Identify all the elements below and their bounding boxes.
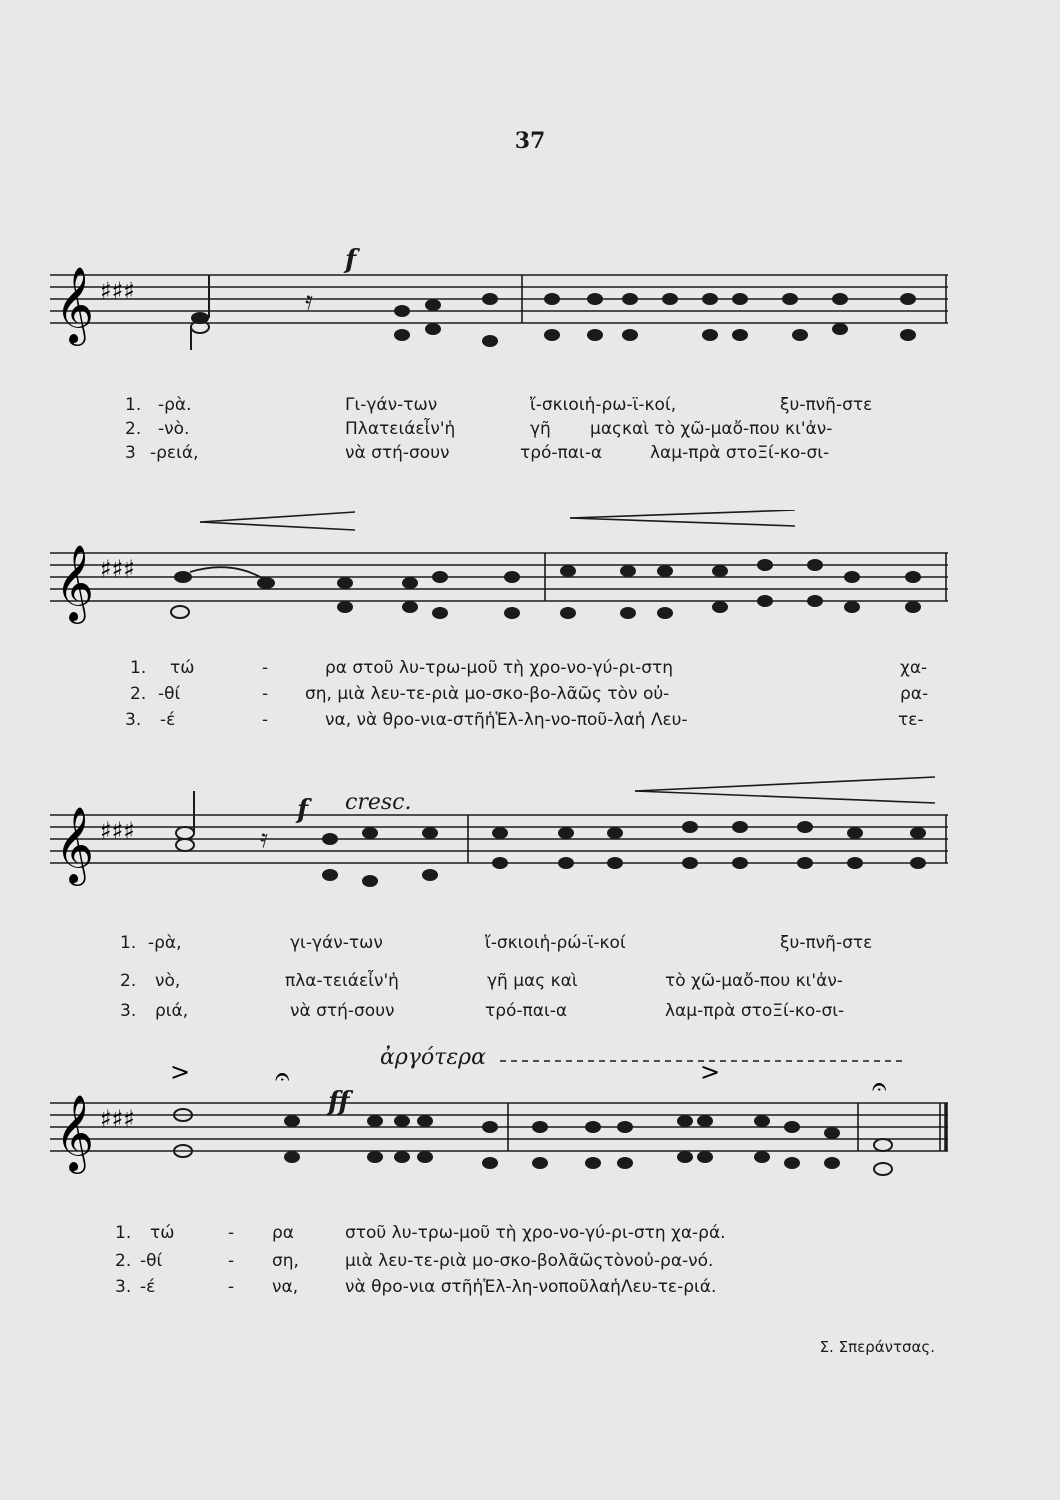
- lyric-syllable: τώ: [150, 1223, 175, 1243]
- music-system-2: [0, 510, 1060, 750]
- lyric-verse-2: [0, 1251, 1060, 1275]
- lyric-verse-3: [0, 710, 1060, 734]
- verse-number: 1.: [115, 1223, 132, 1243]
- composer-credit: Σ. Σπεράντσας.: [819, 1338, 935, 1356]
- lyric-syllable: Πλατειάεἶν'ἡ: [345, 419, 456, 439]
- lyric-syllable: ἴ-σκιοιἡ-ρώ-ϊ-κοί: [485, 933, 626, 953]
- music-system-3: [0, 775, 1060, 1035]
- dynamic-marking: f: [345, 245, 357, 275]
- lyric-syllable: -θί: [140, 1251, 163, 1271]
- verse-number: 2.: [115, 1251, 132, 1271]
- lyric-syllable: στοῦ λυ-τρω-μοῦ τὴ χρο-νο-γύ-ρι-στη χα-ρά.: [345, 1223, 726, 1243]
- treble-clef-icon: 𝄞: [55, 1094, 95, 1171]
- lyric-verse-3: [0, 1277, 1060, 1301]
- key-signature-icon: ♯♯♯: [100, 277, 135, 305]
- lyric-syllable: ἴ-σκιοιἡ-ρω-ϊ-κοί,: [530, 395, 677, 415]
- lyric-verse-2: [0, 971, 1060, 995]
- svg-text:𝄿: 𝄿: [260, 824, 268, 854]
- lyric-syllable: -: [262, 710, 269, 730]
- verse-number: 3.: [120, 1001, 137, 1021]
- key-signature-icon: ♯♯♯: [100, 1105, 135, 1133]
- lyric-syllable: τώ: [170, 658, 195, 678]
- lyric-verse-1: [0, 395, 1060, 419]
- lyric-syllable: ση, μιὰ λευ-τε-ριὰ μο-σκο-βο-λᾶῶς τὸν οὐ-: [305, 684, 670, 704]
- lyric-syllable: -έ: [160, 710, 176, 730]
- lyric-syllable: -: [228, 1251, 235, 1271]
- lyric-syllable: μιὰ λευ-τε-ριὰ μο-σκο-βολᾶῶςτὸνοὐ-ρα-νό.: [345, 1251, 714, 1271]
- dynamic-marking: f: [297, 795, 309, 825]
- lyric-verse-2: [0, 684, 1060, 708]
- music-system-1: [0, 245, 1060, 475]
- lyric-syllable: -νὸ.: [158, 419, 190, 439]
- treble-clef-icon: 𝄞: [55, 266, 95, 343]
- lyric-syllable: νὸ,: [155, 971, 181, 991]
- verse-number: 1.: [120, 933, 137, 953]
- lyric-verse-1: [0, 1223, 1060, 1247]
- lyric-syllable: ξυ-πνῆ-στε: [780, 395, 873, 415]
- fermata-icon: 𝄐: [872, 1072, 887, 1102]
- lyric-syllable: μαςκαὶ τὸ χῶ-μαὄ-που κι'ἀν-: [590, 419, 833, 439]
- lyric-syllable: Γι-γάν-των: [345, 395, 438, 415]
- lyric-syllable: -ρὰ,: [148, 933, 182, 953]
- lyric-syllable: τὸ χῶ-μαὄ-που κι'ἀν-: [665, 971, 843, 991]
- lyric-syllable: λαμ-πρὰ στοΞί-κο-σι-: [665, 1001, 845, 1021]
- verse-number: 3.: [115, 1277, 132, 1297]
- treble-clef-icon: 𝄞: [55, 544, 95, 621]
- lyric-syllable: ρα στοῦ λυ-τρω-μοῦ τὴ χρο-νο-γύ-ρι-στη: [325, 658, 674, 678]
- lyric-syllable: -: [228, 1223, 235, 1243]
- lyric-syllable: ριά,: [155, 1001, 189, 1021]
- lyric-verse-2: [0, 419, 1060, 443]
- accent-icon: >: [700, 1058, 721, 1086]
- lyric-syllable: -ρειά,: [150, 443, 199, 463]
- lyric-syllable: ρα: [272, 1223, 294, 1243]
- verse-number: 3.: [125, 710, 142, 730]
- lyric-syllable: -: [262, 658, 269, 678]
- staff-3: [0, 775, 1060, 915]
- lyric-syllable: πλα-τειάεἶν'ἡ: [285, 971, 399, 991]
- verse-number: 1.: [130, 658, 147, 678]
- lyric-syllable: ξυ-πνῆ-στε: [780, 933, 873, 953]
- lyric-syllable: -ρὰ.: [158, 395, 192, 415]
- lyric-syllable: χα-: [900, 658, 928, 678]
- svg-text:𝄿: 𝄿: [305, 286, 313, 316]
- lyric-syllable: τρό-παι-α: [520, 443, 603, 463]
- verse-number: 3: [125, 443, 136, 463]
- lyric-syllable: τρό-παι-α: [485, 1001, 568, 1021]
- lyric-syllable: ση,: [272, 1251, 299, 1271]
- lyric-syllable: να, νὰ θρο-νια-στῆἡἙλ-λη-νο-ποῦ-λαἡ Λευ-: [325, 710, 688, 730]
- cresc-marking: cresc.: [345, 790, 412, 815]
- staff-2: [0, 510, 1060, 640]
- lyric-syllable: ρα-: [900, 684, 929, 704]
- verse-number: 2.: [130, 684, 147, 704]
- lyric-syllable: -: [262, 684, 269, 704]
- key-signature-icon: ♯♯♯: [100, 817, 135, 845]
- accent-icon: >: [170, 1058, 191, 1086]
- lyric-syllable: -έ: [140, 1277, 156, 1297]
- music-system-4: [0, 1045, 1060, 1310]
- key-signature-icon: ♯♯♯: [100, 555, 135, 583]
- page-number: 37: [514, 128, 546, 154]
- lyric-syllable: νὰ στή-σουν: [290, 1001, 395, 1021]
- staff-4: [0, 1045, 1060, 1200]
- lyric-syllable: να,: [272, 1277, 299, 1297]
- verse-number: 2.: [120, 971, 137, 991]
- lyric-syllable: νὰ στή-σουν: [345, 443, 450, 463]
- lyric-syllable: γι-γάν-των: [290, 933, 383, 953]
- lyric-syllable: τε-: [898, 710, 924, 730]
- lyric-verse-1: [0, 933, 1060, 957]
- verse-number: 1.: [125, 395, 142, 415]
- treble-clef-icon: 𝄞: [55, 806, 95, 883]
- lyric-syllable: νὰ θρο-νια στῆἡἙλ-λη-νοποῦλαἡΛευ-τε-ριά.: [345, 1277, 717, 1297]
- verse-number: 2.: [125, 419, 142, 439]
- lyric-syllable: -θί: [158, 684, 181, 704]
- lyric-syllable: γῆ μας καὶ: [487, 971, 578, 991]
- lyric-verse-3: [0, 443, 1060, 467]
- lyric-syllable: λαμ-πρὰ στοΞί-κο-σι-: [650, 443, 830, 463]
- tempo-marking: ἀργότερα: [380, 1045, 486, 1070]
- staff-1: [0, 245, 1060, 355]
- dynamic-marking: ff: [328, 1087, 350, 1117]
- lyric-verse-1: [0, 658, 1060, 682]
- fermata-icon: 𝄐: [275, 1062, 290, 1092]
- lyric-verse-3: [0, 1001, 1060, 1025]
- lyric-syllable: -: [228, 1277, 235, 1297]
- lyric-syllable: γῆ: [530, 419, 551, 439]
